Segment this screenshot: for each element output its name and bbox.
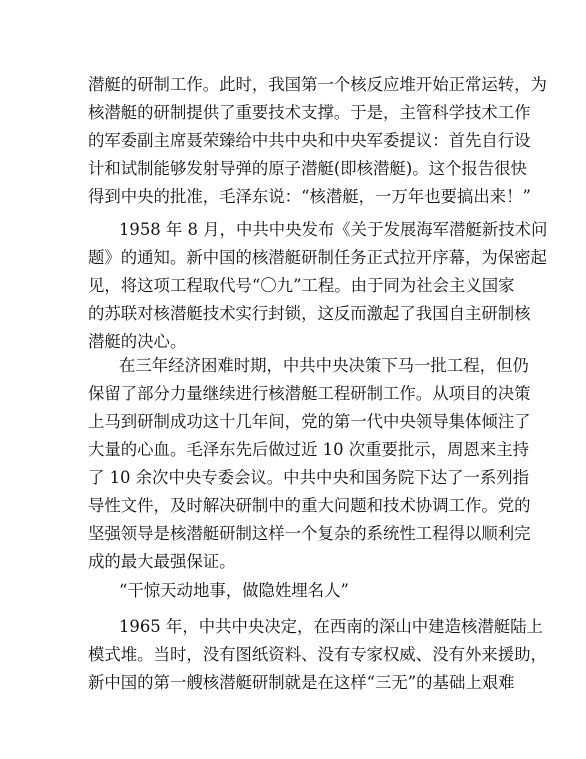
text-line: 的苏联对核潜艇技术实行封锁，这反而激起了我国自主研制核 [88,304,531,323]
paragraph-first-line: 在三年经济困难时期，中共中央决策下马一批工程，但仍 [119,356,529,375]
text-line: 成的最大最强保证。 [88,552,236,571]
text-line: 计和试制能够发射导弹的原子潜艇(即核潜艇)。这个报告很快 [88,159,527,178]
text-line: 的军委副主席聂荣臻给中共中央和中央军委提议：首先自行设 [88,131,531,150]
text-line: 题》的通知。新中国的核潜艇研制任务正式拉开序幕，为保密起 [88,248,547,267]
paragraph-first-line: 1965 年，中共中央决定，在西南的深山中建造核潜艇陆上 [119,617,543,636]
text-line: 了 10 余次中央专委会议。中共中央和国务院下达了一系列指 [88,468,530,487]
text-line: 得到中央的批准，毛泽东说：“核潜艇，一万年也要搞出来！” [88,187,531,206]
text-line: 模式堆。当时，没有图纸资料、没有专家权威、没有外来援助， [88,645,547,664]
text-line: 大量的心血。毛泽东先后做过近 10 次重要批示，周恩来主持 [88,440,530,459]
text-line: 保留了部分力量继续进行核潜艇工程研制工作。从项目的决策 [88,384,531,403]
text-line: 上马到研制成功这十几年间，党的第一代中央领导集体倾注了 [88,412,531,431]
text-line: 坚强领导是核潜艇研制这样一个复杂的系统性工程得以顺利完 [88,524,531,543]
paragraph-first-line: 1958 年 8 月，中共中央发布《关于发展海军潜艇新技术问 [119,220,548,239]
text-line: 导性文件，及时解决研制中的重大问题和技术协调工作。党的 [88,496,531,515]
section-heading: “干惊天动地事，做隐姓埋名人” [119,581,349,600]
text-line: 潜艇的研制工作。此时，我国第一个核反应堆开始正常运转，为 [88,75,547,94]
text-line: 见，将这项工程取代号“〇九”工程。由于同为社会主义国家 [88,276,515,295]
text-line: 新中国的第一艘核潜艇研制就是在这样“三无”的基础上艰难 [88,673,515,692]
text-line: 潜艇的决心。 [88,332,187,351]
text-line: 核潜艇的研制提供了重要技术支撑。于是，主管科学技术工作 [88,103,531,122]
